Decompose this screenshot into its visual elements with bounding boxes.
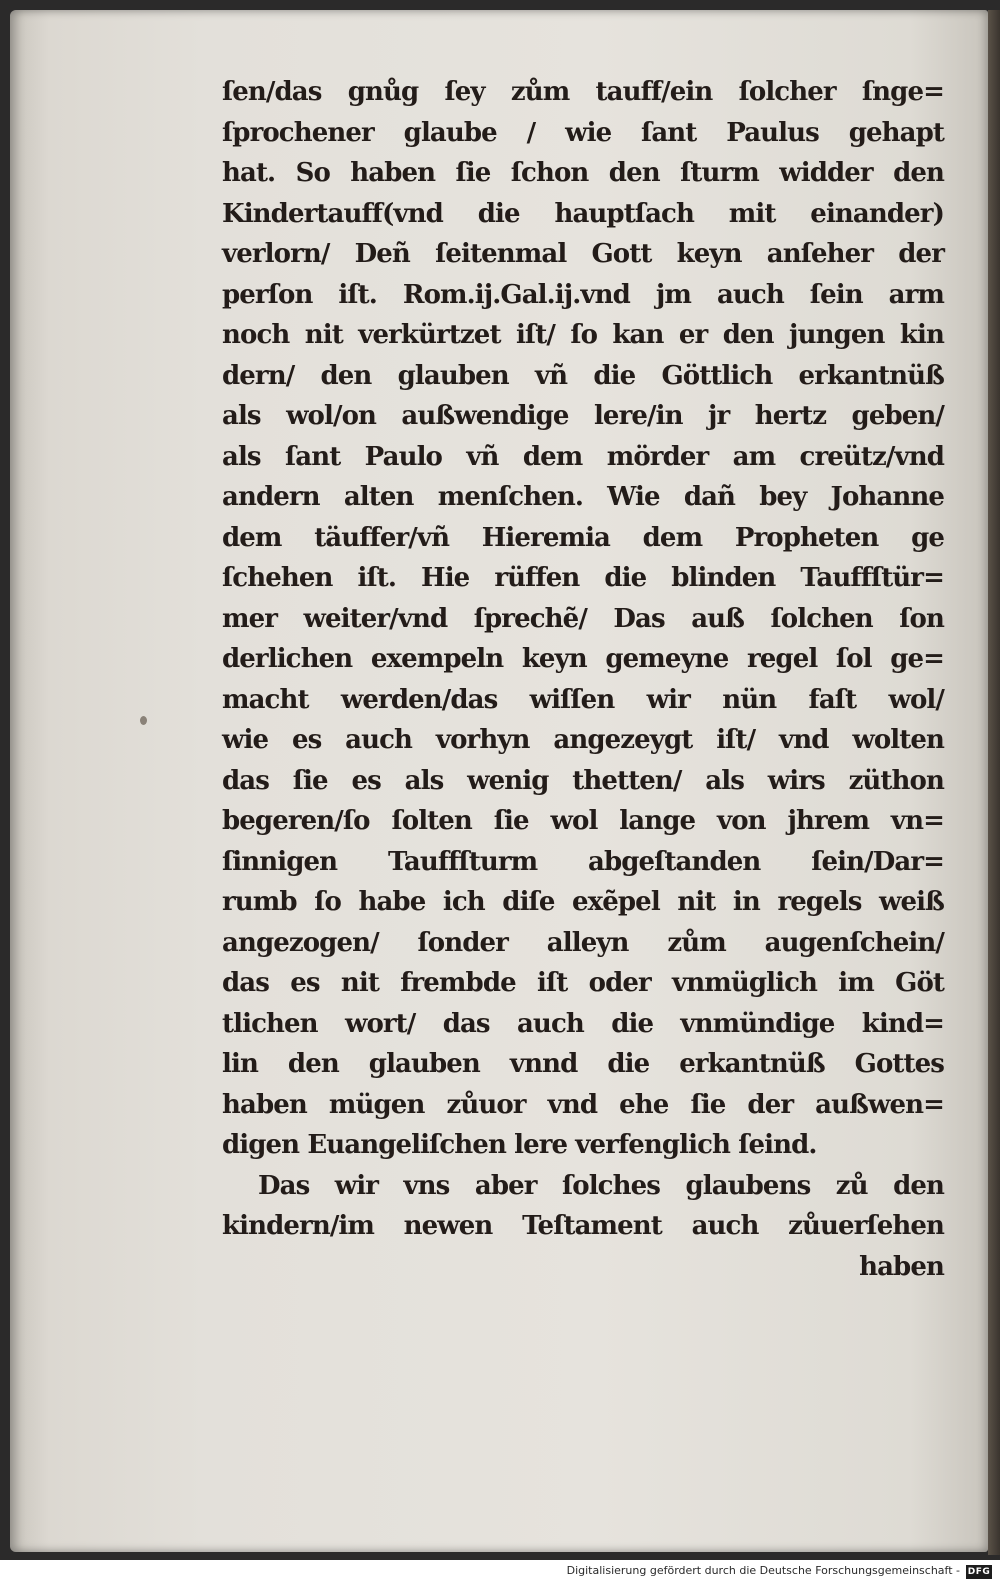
text-line: als wol/on außwendige lere/in jr hertz geben/ xyxy=(222,401,944,431)
text-line: dem täuffer/vñ Hieremia dem Propheten ge xyxy=(222,522,944,553)
paragraph-end-line: digen Euangeliſchen lere verfenglich ſeind. xyxy=(222,1130,817,1160)
text-line: tlichen wort/ das auch die vnmündige kind= xyxy=(222,1008,944,1039)
text-line: begeren/ſo ſolten ſie wol lange von jhrem vn= xyxy=(222,806,944,836)
text-line: verlorn/ Deñ ſeitenmal Gott keyn anſeher der xyxy=(222,239,944,269)
text-line: kindern/im newen Teſtament auch zůuerſehen xyxy=(222,1211,944,1241)
text-line: perſon iſt. Rom.ij.Gal.ij.vnd jm auch ſein arm xyxy=(222,279,944,310)
text-line: angezogen/ ſonder alleyn zům augenſchein/ xyxy=(222,927,944,958)
text-line: derlichen exempeln keyn gemeyne regel ſol ge= xyxy=(222,644,944,674)
text-line: wie es auch vorhyn angezeygt iſt/ vnd wolten xyxy=(222,725,944,755)
text-line: dern/ den glauben vñ die Göttlich erkantnüß xyxy=(222,360,944,391)
text-line: macht werden/das wiſſen wir nün faſt wol/ xyxy=(222,684,944,715)
text-line: haben mügen zůuor vnd ehe ſie der außwen= xyxy=(222,1089,944,1120)
text-line: Kindertauff(vnd die hauptſach mit einander) xyxy=(222,198,944,229)
text-line: das es nit frembde iſt oder vnmüglich im Göt xyxy=(222,968,944,998)
digitization-footer xyxy=(0,1560,1000,1586)
text-line: das ſie es als wenig thetten/ als wirs züthon xyxy=(222,765,944,796)
text-line: mer weiter/vnd ſprechẽ/ Das auß ſolchen ſon xyxy=(222,603,944,634)
page-text xyxy=(222,72,944,1287)
text-line: ſprochener glaube / wie ſant Paulus gehapt xyxy=(222,117,944,148)
funding-credit: Digitalisierung gefördert durch die Deutsche Forschungsgemeinschaft - xyxy=(566,1564,960,1577)
dfg-logo: DFG xyxy=(967,1567,991,1577)
text-line: andern alten menſchen. Wie dañ bey Johanne xyxy=(222,482,944,512)
text-line: lin den glauben vnnd die erkantnüß Gottes xyxy=(222,1049,944,1079)
text-line: noch nit verkürtzet iſt/ ſo kan er den jungen kin xyxy=(222,320,944,350)
text-line: hat. So haben ſie ſchon den ſturm widder den xyxy=(222,158,944,188)
paragraph-start-line: Das wir vns aber ſolches glaubens zů den xyxy=(258,1170,944,1201)
text-line: rumb ſo habe ich diſe exẽpel nit in regels weiß xyxy=(222,887,944,917)
paper-speck xyxy=(140,716,147,725)
text-line: ſchehen iſt. Hie rüffen die blinden Tauffſtür= xyxy=(222,563,944,593)
catchword: haben xyxy=(859,1251,944,1282)
page-edge xyxy=(988,10,1000,1555)
text-line: ſen/das gnůg ſey zům tauff/ein ſolcher ſnge= xyxy=(222,77,944,107)
text-line: als ſant Paulo vñ dem mörder am creütz/vnd xyxy=(222,441,944,472)
text-line: ſinnigen Tauffſturm abgeſtanden ſein/Dar= xyxy=(222,846,944,877)
